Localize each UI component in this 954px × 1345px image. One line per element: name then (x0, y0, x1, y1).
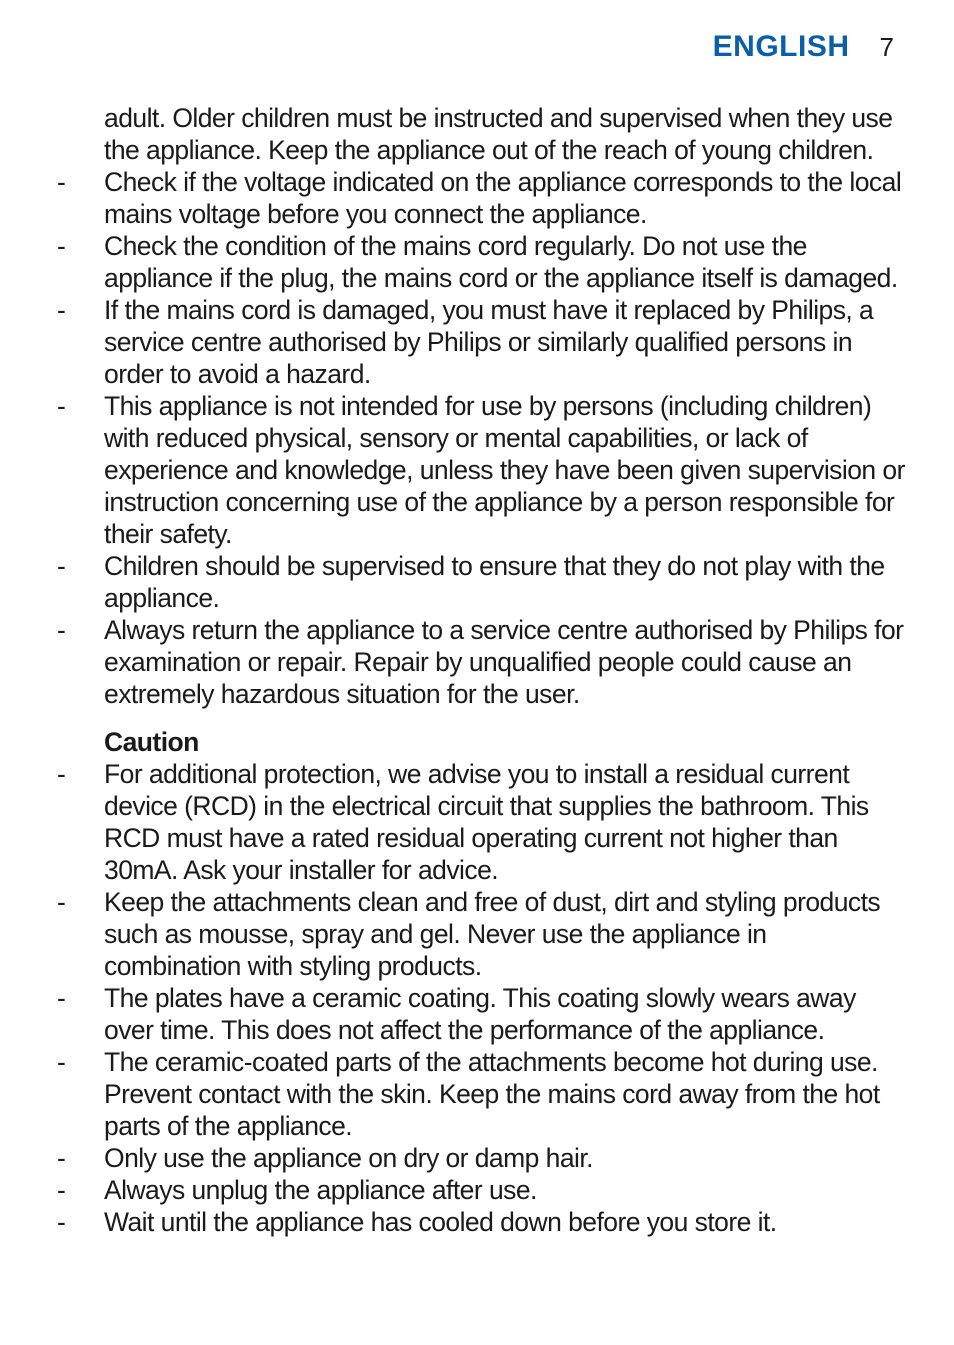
bullet-dash: - (57, 295, 66, 325)
list-item-text: For additional protection, we advise you to install a residual current device (RCD) in the electrical circuit that supplies the bathroom. This RCD must have a rated residual operating current not higher than 30mA. Ask your installer for advice. (104, 759, 869, 885)
list-item (57, 1174, 907, 1206)
page-header (713, 30, 894, 64)
list-item-text: The ceramic-coated parts of the attachments become hot during use. Prevent contact with the skin. Keep the mains cord away from the hot parts of the appliance. (104, 1047, 880, 1141)
list-item (57, 230, 907, 294)
caution-list (57, 758, 907, 1238)
intro-continuation: adult. Older children must be instructed and supervised when they use the appliance. Keep the appliance out of the reach of young children. (104, 103, 893, 165)
list-item (57, 166, 907, 230)
list-item-text: The plates have a ceramic coating. This coating slowly wears away over time. This does not affect the performance of the appliance. (104, 983, 856, 1045)
list-item-text: This appliance is not intended for use by persons (including children) with reduced physical, sensory or mental capabilities, or lack of experience and knowledge, unless they have been given supervision or instruction concerning use of the appliance by a person responsible for their safety. (104, 391, 905, 549)
header-language: ENGLISH (712, 30, 850, 63)
list-item (57, 982, 907, 1046)
list-item (57, 614, 907, 710)
list-item-text: If the mains cord is damaged, you must have it replaced by Philips, a service centre authorised by Philips or similarly qualified persons in order to avoid a hazard. (104, 295, 874, 389)
bullet-dash: - (57, 983, 66, 1013)
bullet-dash: - (57, 231, 66, 261)
bullet-dash: - (57, 759, 66, 789)
list-item-text: Keep the attachments clean and free of dust, dirt and styling products such as mousse, spray and gel. Never use the appliance in combination with styling products. (104, 887, 881, 981)
list-item (57, 294, 907, 390)
list-item (57, 758, 907, 886)
page-number: 7 (879, 32, 894, 62)
bullet-dash: - (57, 1047, 66, 1077)
bullet-dash: - (57, 167, 66, 197)
list-item-text: Wait until the appliance has cooled down before you store it. (104, 1207, 777, 1237)
list-item-text: Always unplug the appliance after use. (104, 1175, 537, 1205)
bullet-dash: - (57, 887, 66, 917)
list-item-text: Check if the voltage indicated on the appliance corresponds to the local mains voltage before you connect the appliance. (104, 167, 902, 229)
bullet-dash: - (57, 1143, 66, 1173)
list-item-text: Check the condition of the mains cord regularly. Do not use the appliance if the plug, the mains cord or the appliance itself is damaged. (104, 231, 898, 293)
list-item (57, 390, 907, 550)
list-item-text: Children should be supervised to ensure that they do not play with the appliance. (104, 551, 885, 613)
list-item (57, 1142, 907, 1174)
warnings-list (57, 166, 907, 710)
list-item (57, 886, 907, 982)
bullet-dash: - (57, 1207, 66, 1237)
list-item (57, 550, 907, 614)
list-item (57, 1206, 907, 1238)
list-item (57, 1046, 907, 1142)
list-item-text: Always return the appliance to a service centre authorised by Philips for examination or repair. Repair by unqualified people could cause an extremely hazardous situation for the user. (104, 615, 904, 709)
list-item-text: Only use the appliance on dry or damp hair. (104, 1143, 593, 1173)
bullet-dash: - (57, 1175, 66, 1205)
caution-heading: Caution (104, 727, 199, 757)
bullet-dash: - (57, 391, 66, 421)
page-content (57, 102, 907, 1238)
bullet-dash: - (57, 615, 66, 645)
bullet-dash: - (57, 551, 66, 581)
